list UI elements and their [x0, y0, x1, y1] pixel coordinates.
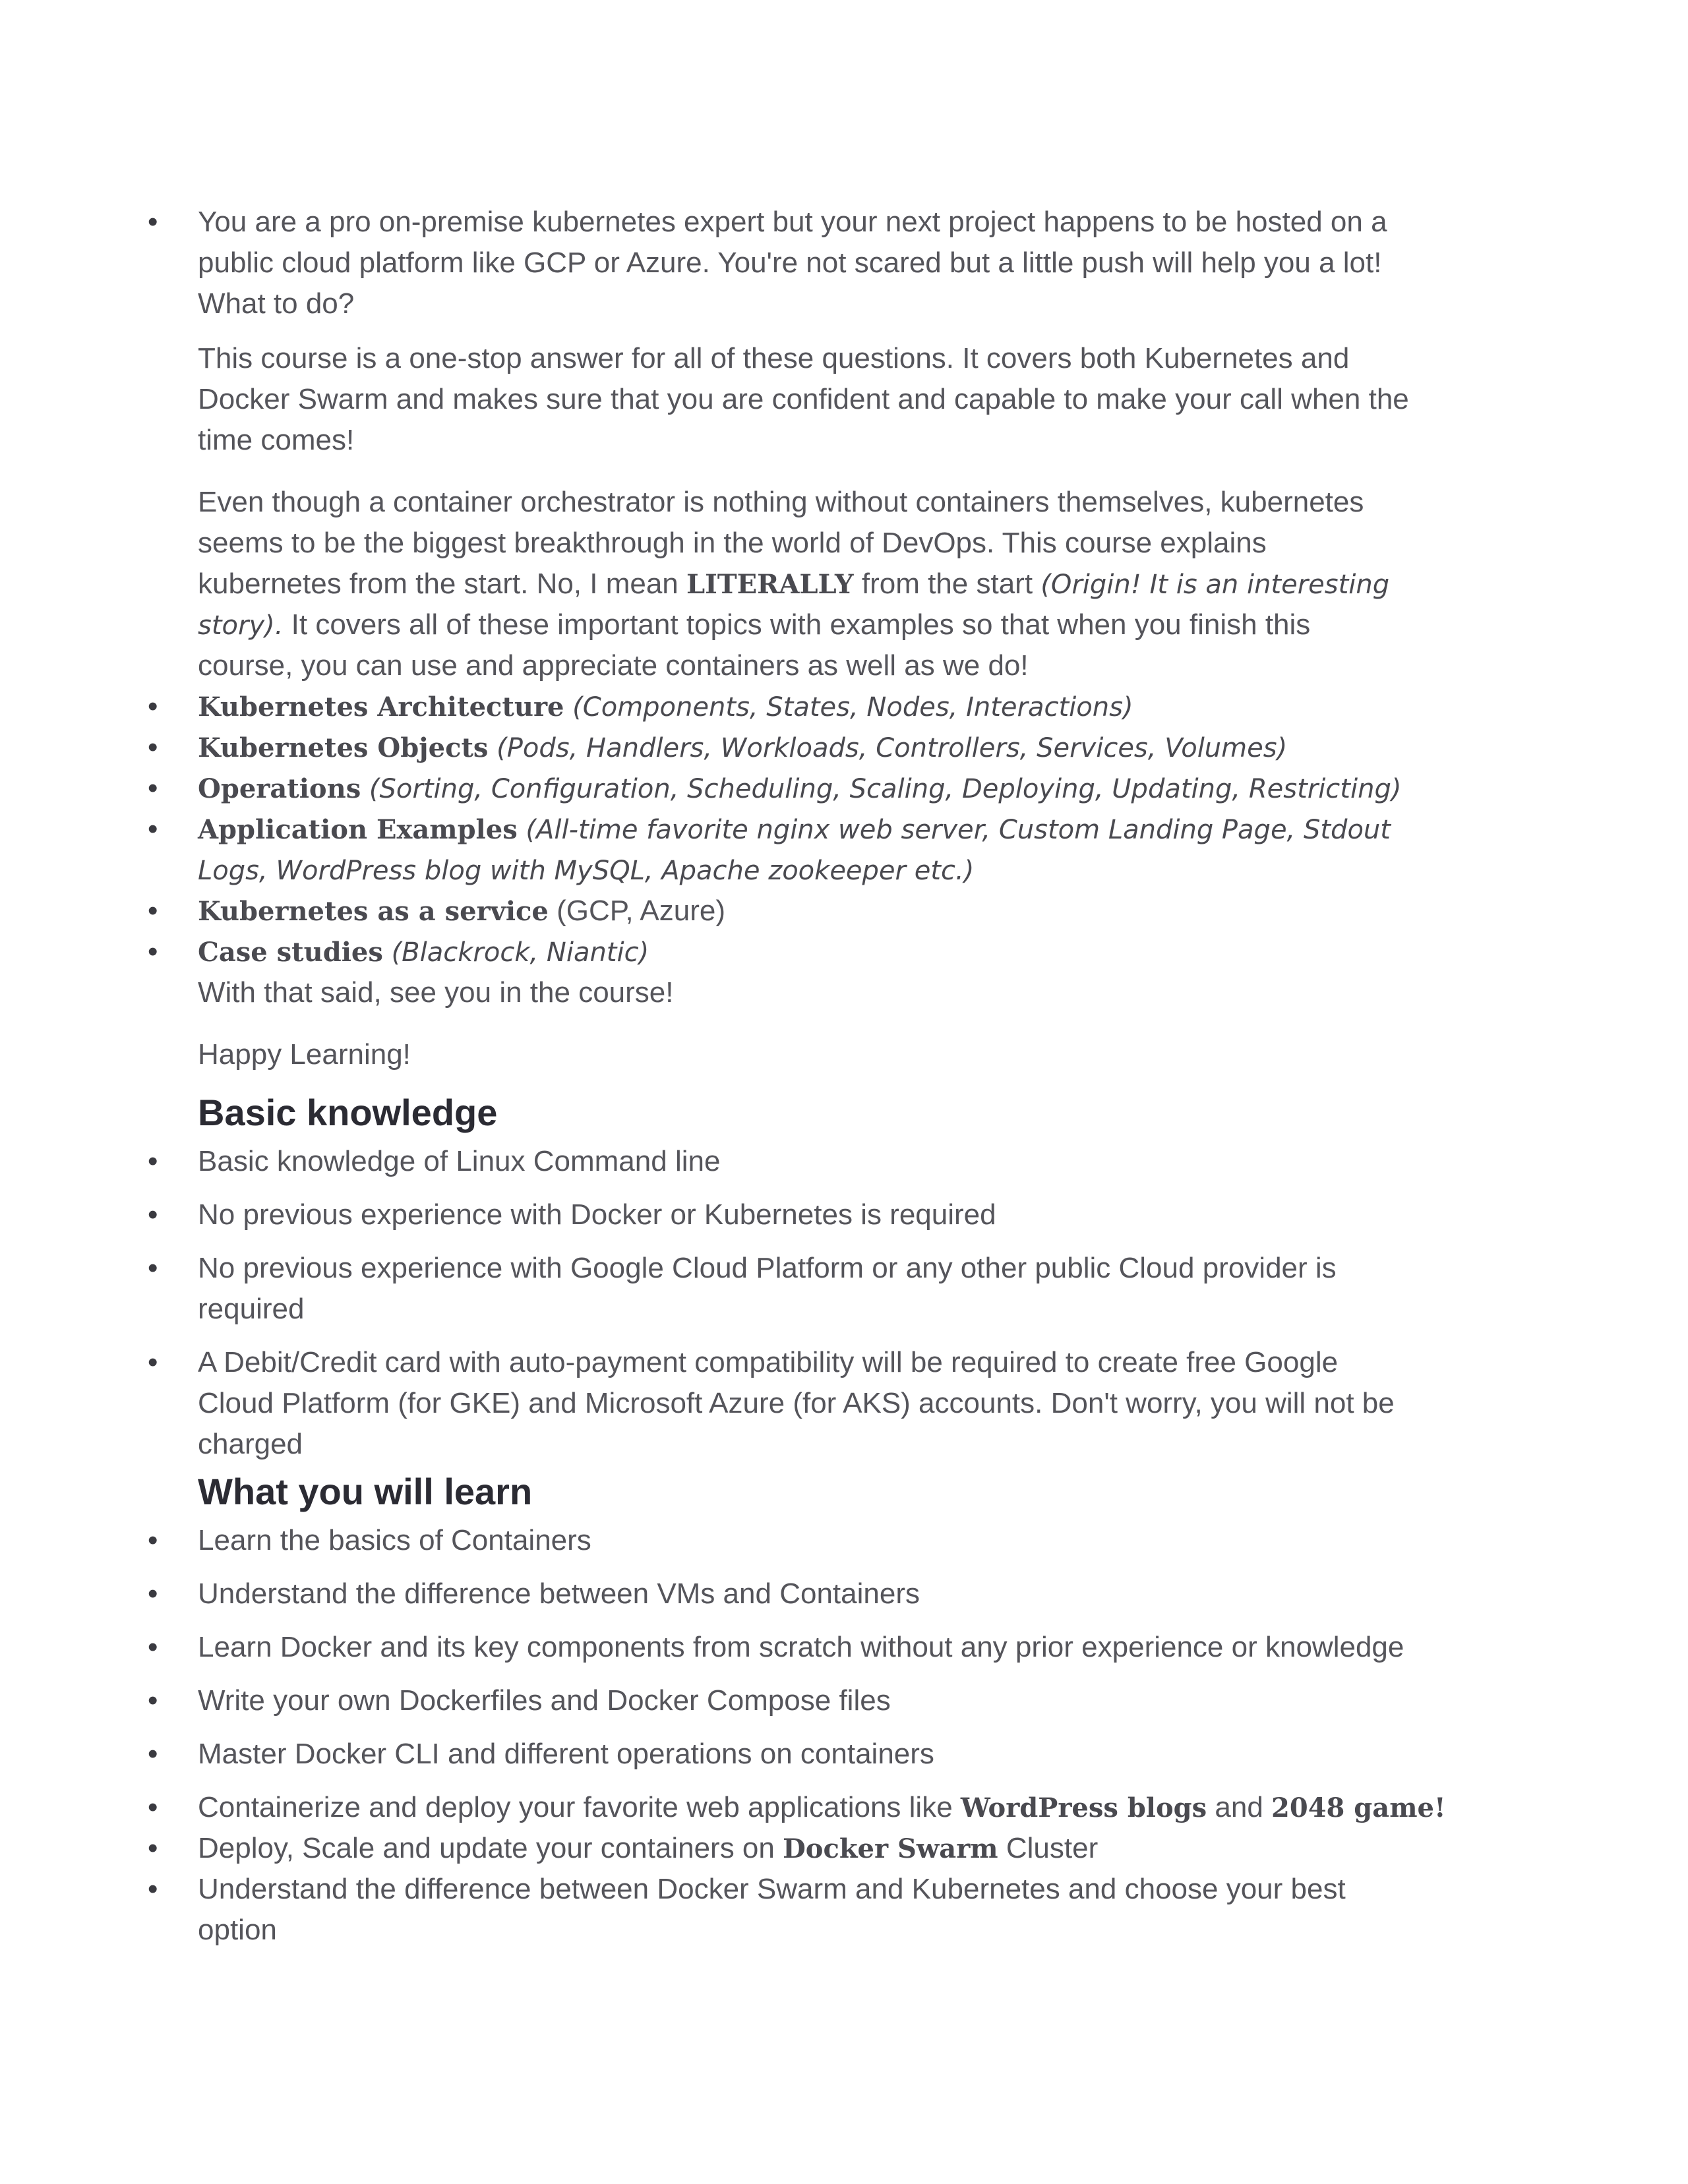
topic-item	[198, 768, 1401, 810]
item-bold: 2048 game!	[1271, 1792, 1446, 1823]
para2-line-4	[198, 605, 1310, 646]
bullet-marker: •	[148, 1832, 158, 1864]
topic-italic: Logs, WordPress blog with MySQL, Apache zookeeper etc.)	[198, 856, 975, 886]
para2-line-1: Even though a container orchestrator is nothing without containers themselves, kubernetes	[198, 486, 1364, 518]
list-item: A Debit/Credit card with auto-payment compatibility will be required to create free Google	[198, 1346, 1339, 1378]
item-bold: Docker Swarm	[783, 1833, 998, 1864]
para2-italic: (Origin! It is an interesting	[1040, 570, 1390, 600]
intro-line-2: public cloud platform like GCP or Azure. You're not scared but a little push will help you a lot!	[198, 247, 1382, 279]
bullet-marker: •	[148, 935, 158, 968]
para1-line-1: This course is a one-stop answer for all of these questions. It covers both Kubernetes and	[198, 342, 1350, 374]
list-item: Basic knowledge of Linux Command line	[198, 1145, 721, 1177]
topic-item	[198, 809, 1391, 850]
para2-line-3	[198, 564, 1389, 605]
item-text: Containerize and deploy your favorite web applications like	[198, 1791, 961, 1823]
item-text: and	[1207, 1791, 1272, 1823]
list-item: Understand the difference between VMs and Containers	[198, 1578, 920, 1610]
list-item: Master Docker CLI and different operations on containers	[198, 1738, 934, 1770]
list-item: No previous experience with Google Cloud Platform or any other public Cloud provider is	[198, 1252, 1337, 1284]
bullet-marker: •	[148, 1346, 158, 1378]
topic-bold: Case studies	[198, 937, 383, 968]
bullet-marker: •	[148, 1578, 158, 1610]
list-item: Learn the basics of Containers	[198, 1524, 591, 1556]
topic-italic: (Blackrock, Niantic)	[382, 937, 649, 968]
list-item-continued: required	[198, 1293, 305, 1325]
para2-line-5: course, you can use and appreciate containers as well as we do!	[198, 649, 1029, 682]
what-you-will-learn-heading: What you will learn	[198, 1471, 533, 1512]
para2-italic: story).	[198, 610, 284, 641]
bullet-marker: •	[148, 1198, 158, 1231]
para2-text: from the start	[853, 568, 1041, 600]
bullet-marker: •	[148, 772, 158, 804]
topic-item	[198, 891, 725, 932]
list-item: Understand the difference between Docker Swarm and Kubernetes and choose your best	[198, 1873, 1346, 1905]
list-item	[198, 1787, 1446, 1829]
list-item: Learn Docker and its key components from scratch without any prior experience or knowledge	[198, 1631, 1404, 1663]
topic-bold: Kubernetes Objects	[198, 732, 489, 763]
topic-bold: Application Examples	[198, 814, 518, 845]
bullet-marker: •	[148, 1791, 158, 1823]
bullet-marker: •	[148, 731, 158, 763]
intro-line-1: You are a pro on-premise kubernetes expert but your next project happens to be hosted on a	[198, 206, 1387, 238]
para1-line-3: time comes!	[198, 424, 355, 456]
para1-line-2: Docker Swarm and makes sure that you are confident and capable to make your call when the	[198, 383, 1409, 415]
list-item-continued: option	[198, 1914, 277, 1946]
para2-line-2: seems to be the biggest breakthrough in the world of DevOps. This course explains	[198, 527, 1267, 559]
topic-italic: (Sorting, Configuration, Scheduling, Scaling, Deploying, Updating, Restricting)	[361, 774, 1402, 804]
list-item-continued: charged	[198, 1428, 303, 1460]
bullet-marker: •	[148, 895, 158, 927]
intro-line-3: What to do?	[198, 287, 355, 320]
topic-italic: (Components, States, Nodes, Interactions)	[564, 692, 1133, 723]
topic-text: (GCP, Azure)	[548, 895, 726, 927]
item-bold: WordPress blogs	[960, 1792, 1207, 1823]
list-item	[198, 1828, 1098, 1870]
bullet-marker: •	[148, 1631, 158, 1663]
bullet-marker: •	[148, 206, 158, 238]
bullet-marker: •	[148, 1873, 158, 1905]
bullet-marker: •	[148, 1738, 158, 1770]
item-text: Cluster	[998, 1832, 1099, 1864]
bullet-marker: •	[148, 1145, 158, 1177]
para2-text: kubernetes from the start. No, I mean	[198, 568, 686, 600]
para2-bold: LITERALLY	[686, 569, 854, 600]
topic-bold: Operations	[198, 773, 361, 804]
item-text: Deploy, Scale and update your containers on	[198, 1832, 783, 1864]
topic-italic: (All-time favorite nginx web server, Custom Landing Page, Stdout	[517, 815, 1391, 845]
bullet-marker: •	[148, 690, 158, 723]
topic-item-continued	[198, 850, 974, 891]
para2-text: It covers all of these important topics with examples so that when you finish this	[283, 608, 1311, 641]
happy-learning: Happy Learning!	[198, 1038, 411, 1071]
list-item-continued: Cloud Platform (for GKE) and Microsoft Azure (for AKS) accounts. Don't worry, you will not be	[198, 1387, 1395, 1419]
bullet-marker: •	[148, 1684, 158, 1717]
list-item: No previous experience with Docker or Kubernetes is required	[198, 1198, 996, 1231]
bullet-marker: •	[148, 1252, 158, 1284]
closing-line: With that said, see you in the course!	[198, 976, 674, 1009]
topic-italic: (Pods, Handlers, Workloads, Controllers, Services, Volumes)	[488, 733, 1288, 763]
topic-bold: Kubernetes Architecture	[198, 692, 564, 723]
topic-bold: Kubernetes as a service	[198, 896, 549, 927]
topic-item	[198, 931, 649, 973]
topic-item	[198, 686, 1133, 728]
bullet-marker: •	[148, 1524, 158, 1556]
basic-knowledge-heading: Basic knowledge	[198, 1092, 498, 1133]
topic-item	[198, 727, 1287, 769]
list-item: Write your own Dockerfiles and Docker Compose files	[198, 1684, 891, 1717]
bullet-marker: •	[148, 813, 158, 845]
